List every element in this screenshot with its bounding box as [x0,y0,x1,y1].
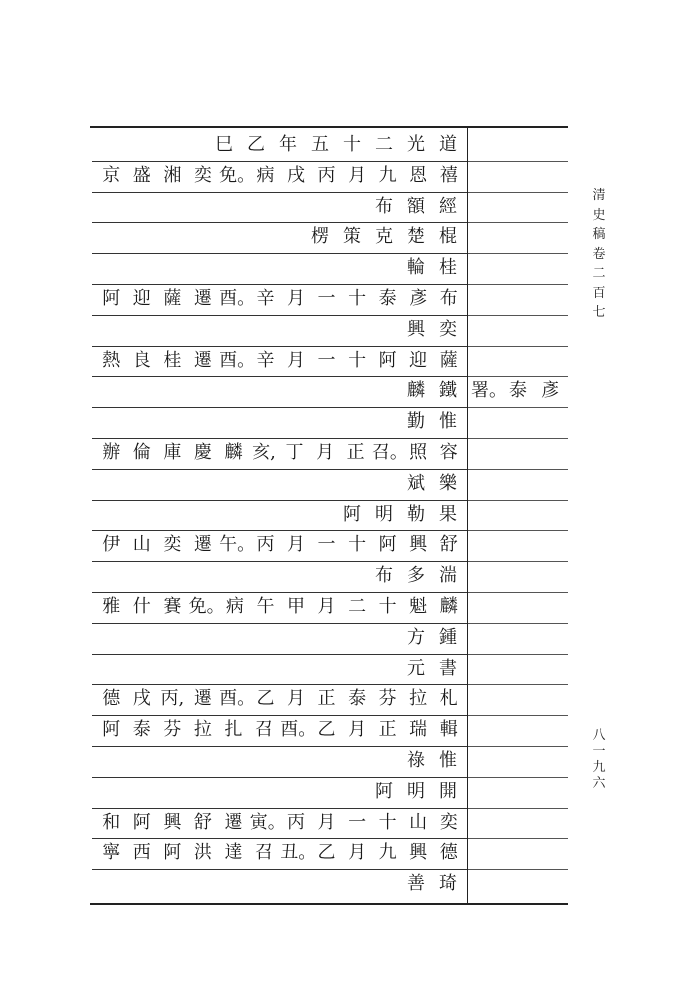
table-cell: 洪 [193,842,212,863]
row-divider-right [468,407,568,408]
table-cell: 泰 [132,719,151,740]
table-cell: 興 [409,842,428,863]
table-cell: 達 [224,842,243,863]
row-divider-right [468,808,568,809]
table-row [96,777,464,807]
table-cell: 丑。 [280,842,317,863]
table-cell: 十 [378,812,397,833]
table-row [96,623,464,653]
table-cell: 慶 [193,442,212,463]
table-row [96,654,464,684]
table-cell: 桂 [439,257,457,278]
table-cell: 午。 [219,534,256,555]
table-cell: 月 [286,288,305,309]
table-row [96,315,464,345]
table-cell: 召 [254,842,273,863]
table-cell: 一 [317,534,336,555]
table-cell: 迎 [409,350,428,371]
table-cell: 麟 [439,596,458,617]
table-cell: 寅。 [249,812,286,833]
table-cell: 奕 [439,319,457,340]
table-cell: 德 [102,688,121,709]
table-cell: 賽 [163,596,182,617]
table-cell: 九 [378,165,397,186]
table-cell: 免。 [188,596,225,617]
table-cell: 寧 [102,842,121,863]
table-cell: 拉 [193,719,212,740]
table-cell: 十 [343,134,361,155]
table-cell: 書 [439,658,457,679]
table-cell: 九 [378,842,397,863]
table-cell: 一 [317,288,336,309]
table-cell: 惟 [439,750,457,771]
table-cell: 亥, [252,442,276,463]
table-cell: 泰 [378,288,397,309]
page-number [588,728,610,792]
table-cell: 泰 [509,380,527,401]
row-divider-right [468,746,568,747]
table-cell: 戌 [286,165,305,186]
row-divider-right [468,654,568,655]
table-cell: 阿 [163,842,182,863]
table-cell: 麟 [224,442,243,463]
page-number-char: 六 [592,776,606,791]
table-cell: 京 [102,165,121,186]
row-divider-right [468,838,568,839]
table-cell: 正 [317,688,336,709]
page-number-char: 八 [592,728,606,743]
table-row [96,469,464,499]
table-cell: 病 [225,596,244,617]
table-row [96,376,464,406]
table-cell: 舒 [439,534,458,555]
table-cell: 湍 [439,565,457,586]
table-cell: 十 [348,534,367,555]
table-cell: 方 [407,627,425,648]
table-cell: 彥 [409,288,428,309]
row-divider-right [468,684,568,685]
table-cell: 辛 [256,288,275,309]
row-divider-right [468,530,568,531]
table-cell: 禧 [439,165,458,186]
table-cell: 德 [439,842,458,863]
table-cell: 明 [407,781,425,802]
table-cell: 芬 [163,719,182,740]
table-cell: 月 [317,596,336,617]
row-divider-right [468,715,568,716]
table-cell: 盛 [132,165,151,186]
table-cell: 巳 [215,134,233,155]
table-cell: 月 [348,842,367,863]
table-cell: 輪 [407,257,425,278]
table-cell: 扎 [224,719,243,740]
table-cell: 乙 [256,688,275,709]
table-row [96,438,464,468]
table-cell: 道 [439,134,457,155]
table-cell: 斌 [407,473,425,494]
table-row [96,161,464,191]
top-rule [90,126,568,128]
side-title-char: 七 [592,305,606,320]
table-row [96,561,464,591]
table-cell: 酉。 [219,688,256,709]
table-cell: 泰 [348,688,367,709]
row-divider-right [468,869,568,870]
table-cell: 湘 [163,165,182,186]
table-cell: 月 [286,688,305,709]
row-divider-right [468,561,568,562]
table-cell: 年 [279,134,297,155]
table-cell: 恩 [409,165,428,186]
table-cell: 倫 [132,442,151,463]
table-cell: 多 [407,565,425,586]
table-cell: 乙 [317,842,336,863]
table-row [96,746,464,776]
table-cell: 瑞 [409,719,428,740]
side-title-char: 清 [592,188,606,203]
table-cell: 酉。 [219,288,256,309]
table-cell: 阿 [132,812,151,833]
row-divider-right [468,500,568,501]
table-cell: 十 [348,350,367,371]
table-cell: 阿 [375,781,393,802]
table-cell: 奕 [193,165,212,186]
table-cell: 正 [346,442,365,463]
table-cell: 阿 [102,719,121,740]
table-cell: 棍 [439,226,457,247]
table-cell: 丙 [317,165,336,186]
table-cell: 阿 [343,504,361,525]
table-cell: 布 [375,565,393,586]
table-cell: 勤 [407,411,425,432]
table-cell: 庫 [163,442,182,463]
table-cell: 拉 [409,688,428,709]
page-number-char: 一 [592,744,606,759]
bottom-rule [90,903,568,905]
side-title [588,186,610,323]
table-cell: 雅 [102,596,121,617]
table-cell: 十 [348,288,367,309]
table-cell: 山 [132,534,151,555]
table-cell: 二 [348,596,367,617]
table-cell: 奕 [163,534,182,555]
table-row [96,500,464,530]
table-cell: 署。 [471,380,507,401]
table-row [96,684,464,714]
table-cell: 經 [439,196,457,217]
table-row [96,284,464,314]
table-cell: 迎 [132,288,151,309]
table-cell: 甲 [286,596,305,617]
table-cell: 酉。 [280,719,317,740]
table-cell: 丙 [286,812,305,833]
row-divider-right [468,284,568,285]
table-cell: 正 [378,719,397,740]
table-cell: 阿 [378,534,397,555]
table-cell: 月 [348,165,367,186]
table-cell: 魁 [409,596,428,617]
table-row [96,838,464,868]
table-cell: 興 [409,534,428,555]
table-cell: 遷 [224,812,243,833]
table-row [96,407,464,437]
side-title-char: 卷 [592,246,606,262]
table-cell: 一 [317,350,336,371]
table-cell: 阿 [378,350,397,371]
row-divider-right [468,469,568,470]
table-cell: 一 [348,812,367,833]
table-cell: 輯 [439,719,458,740]
table-cell: 勒 [407,504,425,525]
row-divider-right [468,192,568,193]
table-row [96,192,464,222]
side-title-char: 史 [592,207,606,223]
row-divider-right [468,346,568,347]
table-cell: 召 [254,719,273,740]
table-cell: 熱 [102,350,121,371]
table-cell: 月 [316,442,335,463]
table-cell: 鍾 [439,627,457,648]
table-cell: 丁 [285,442,304,463]
table-cell: 舒 [193,812,212,833]
table-cell: 午 [256,596,275,617]
right-column-cell [470,376,566,406]
table-cell: 明 [375,504,393,525]
row-divider-right [468,623,568,624]
table-cell: 策 [343,226,361,247]
table-cell: 惟 [439,411,457,432]
row-divider-right [468,253,568,254]
table-cell: 額 [407,196,425,217]
table-cell: 桂 [163,350,182,371]
table-cell: 興 [407,319,425,340]
table-row [96,592,464,622]
table-cell: 鐵 [439,380,457,401]
table-cell: 乙 [317,719,336,740]
table-row [96,715,464,745]
table-cell: 布 [439,288,458,309]
table-cell: 果 [439,504,457,525]
table-row [96,869,464,899]
table-cell: 楞 [311,226,329,247]
table-row [96,253,464,283]
table-cell: 興 [163,812,182,833]
table-cell: 乙 [247,134,265,155]
table-row [96,130,464,160]
table-cell: 薩 [439,350,458,371]
table-cell: 免。 [219,165,256,186]
table-cell: 十 [378,596,397,617]
table-cell: 五 [311,134,329,155]
table-cell: 遷 [193,350,212,371]
table-row [96,530,464,560]
row-divider-right [468,438,568,439]
side-title-char: 二 [592,266,606,281]
table-cell: 光 [407,134,425,155]
table-cell: 病 [256,165,275,186]
table-cell: 遷 [193,534,212,555]
table-cell: 和 [102,812,121,833]
table-cell: 札 [439,688,458,709]
table-row [96,222,464,252]
table-cell: 良 [132,350,151,371]
table-cell: 丙 [256,534,275,555]
table-cell: 山 [409,812,428,833]
page-number-char: 九 [592,760,606,775]
row-divider-right [468,592,568,593]
table-cell: 二 [375,134,393,155]
table-cell: 阿 [102,288,121,309]
table-row [96,808,464,838]
table-cell: 月 [317,812,336,833]
side-title-char: 稿 [592,227,606,242]
table-cell: 西 [132,842,151,863]
table-cell: 楚 [407,226,425,247]
table-cell: 遷 [193,288,212,309]
table-cell: 容 [439,442,458,463]
table-cell: 辛 [256,350,275,371]
table-cell: 遷 [193,688,212,709]
table-cell: 彥 [541,380,559,401]
table-cell: 祿 [407,750,425,771]
table-cell: 麟 [407,380,425,401]
row-divider-right [468,315,568,316]
table-cell: 伊 [102,534,121,555]
table-cell: 月 [286,534,305,555]
table-cell: 琦 [439,873,457,894]
table-cell: 善 [407,873,425,894]
table-cell: 元 [407,658,425,679]
table-cell: 奕 [439,812,458,833]
row-divider-right [468,222,568,223]
table-cell: 開 [439,781,457,802]
table-cell: 酉。 [219,350,256,371]
table-cell: 什 [132,596,151,617]
table-cell: 辦 [102,442,121,463]
table-cell: 丙, [160,688,185,709]
table-cell: 月 [286,350,305,371]
table-cell: 芬 [378,688,397,709]
table-cell: 照 [409,442,428,463]
table-cell: 樂 [439,473,457,494]
table-cell: 月 [348,719,367,740]
row-divider-right [468,161,568,162]
table-cell: 戌 [132,688,151,709]
table-cell: 克 [375,226,393,247]
table-cell: 召。 [371,442,408,463]
column-divider [467,126,468,903]
row-divider-right [468,777,568,778]
table-row [96,346,464,376]
table-cell: 布 [375,196,393,217]
side-title-char: 百 [592,285,606,301]
table-cell: 薩 [163,288,182,309]
